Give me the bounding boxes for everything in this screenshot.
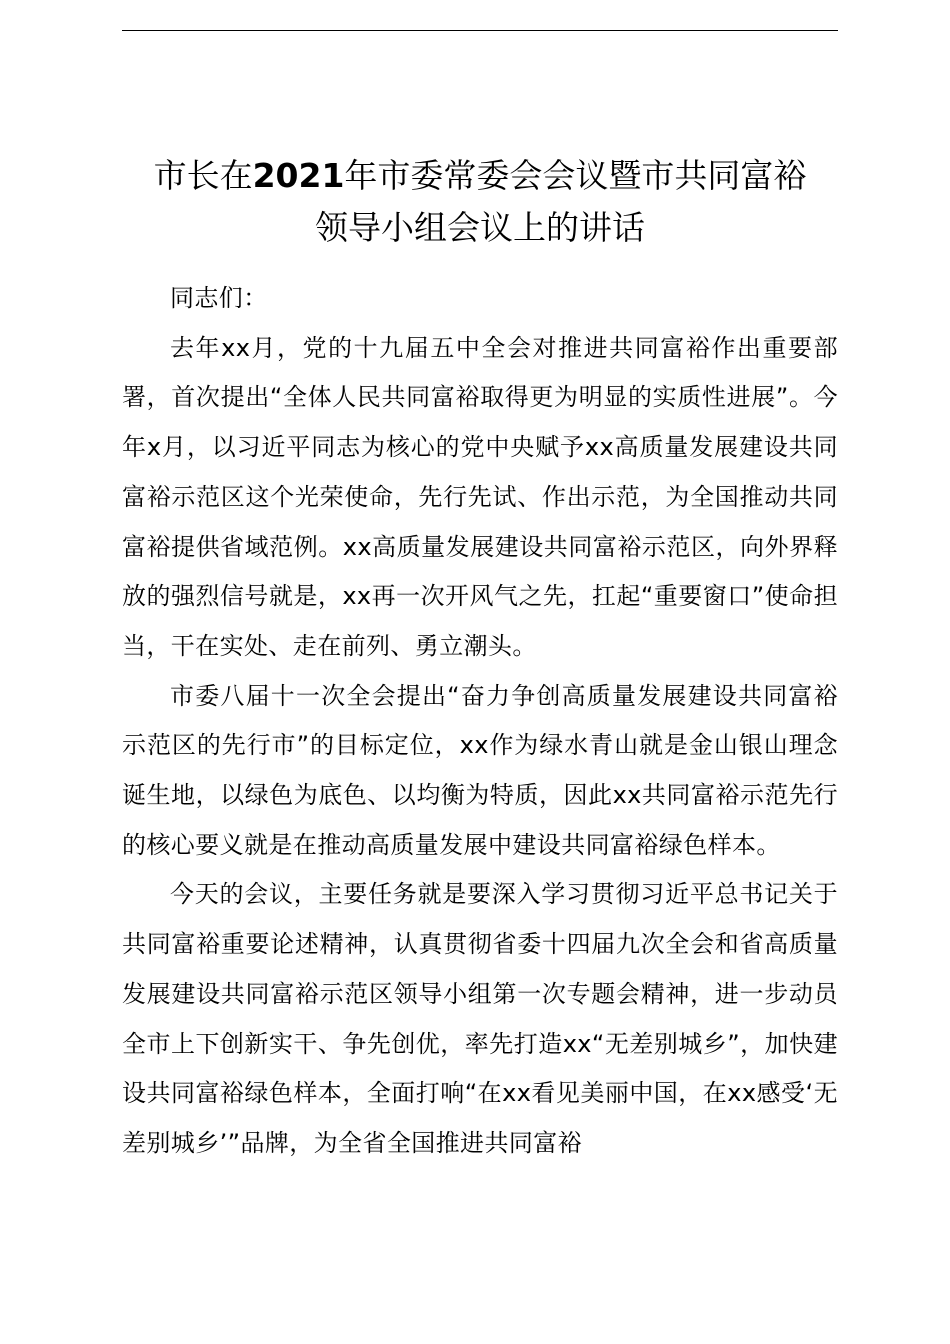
document-body	[122, 274, 838, 1169]
salutation: 同志们：	[170, 284, 268, 312]
header-rule	[122, 30, 838, 31]
paragraph-1: 去年xx月，党的十九届五中全会对推进共同富裕作出重要部署，首次提出“全体人民共同富裕取得更为明显的实质性进展”。今年x月，以习近平同志为核心的党中央赋予xx高质量发展建设共同富裕示范区这个光荣使命，先行先试、作出示范，为全国推动共同富裕提供省域范例。xx高质量发展建设共同富裕示范区，向外界释放的强烈信号就是，xx再一次开风气之先，扛起“重要窗口”使命担当，干在实处、走在前列、勇立潮头。	[122, 333, 838, 660]
title-line2: 领导小组会议上的讲话	[315, 208, 645, 247]
title-part1: 市长在	[153, 156, 253, 195]
document-title	[112, 150, 848, 254]
paragraph-2: 市委八届十一次全会提出“奋力争创高质量发展建设共同富裕示范区的先行市”的目标定位，xx作为绿水青山就是金山银山理念诞生地，以绿色为底色、以均衡为特质，因此xx共同富裕示范先行的核心要义就是在推动高质量发展中建设共同富裕绿色样本。	[122, 681, 838, 859]
title-year: 2021	[252, 156, 345, 195]
title-part2: 年市委常委会会议暨市共同富裕	[344, 156, 807, 195]
paragraph-3: 今天的会议，主要任务就是要深入学习贯彻习近平总书记关于共同富裕重要论述精神，认真贯彻省委十四届九次全会和省高质量发展建设共同富裕示范区领导小组第一次专题会精神，进一步动员全市上下创新实干、争先创优，率先打造xx“无差别城乡”，加快建设共同富裕绿色样本，全面打响“在xx看见美丽中国，在xx感受‘无差别城乡’”品牌，为全省全国推进共同富裕	[122, 880, 838, 1157]
